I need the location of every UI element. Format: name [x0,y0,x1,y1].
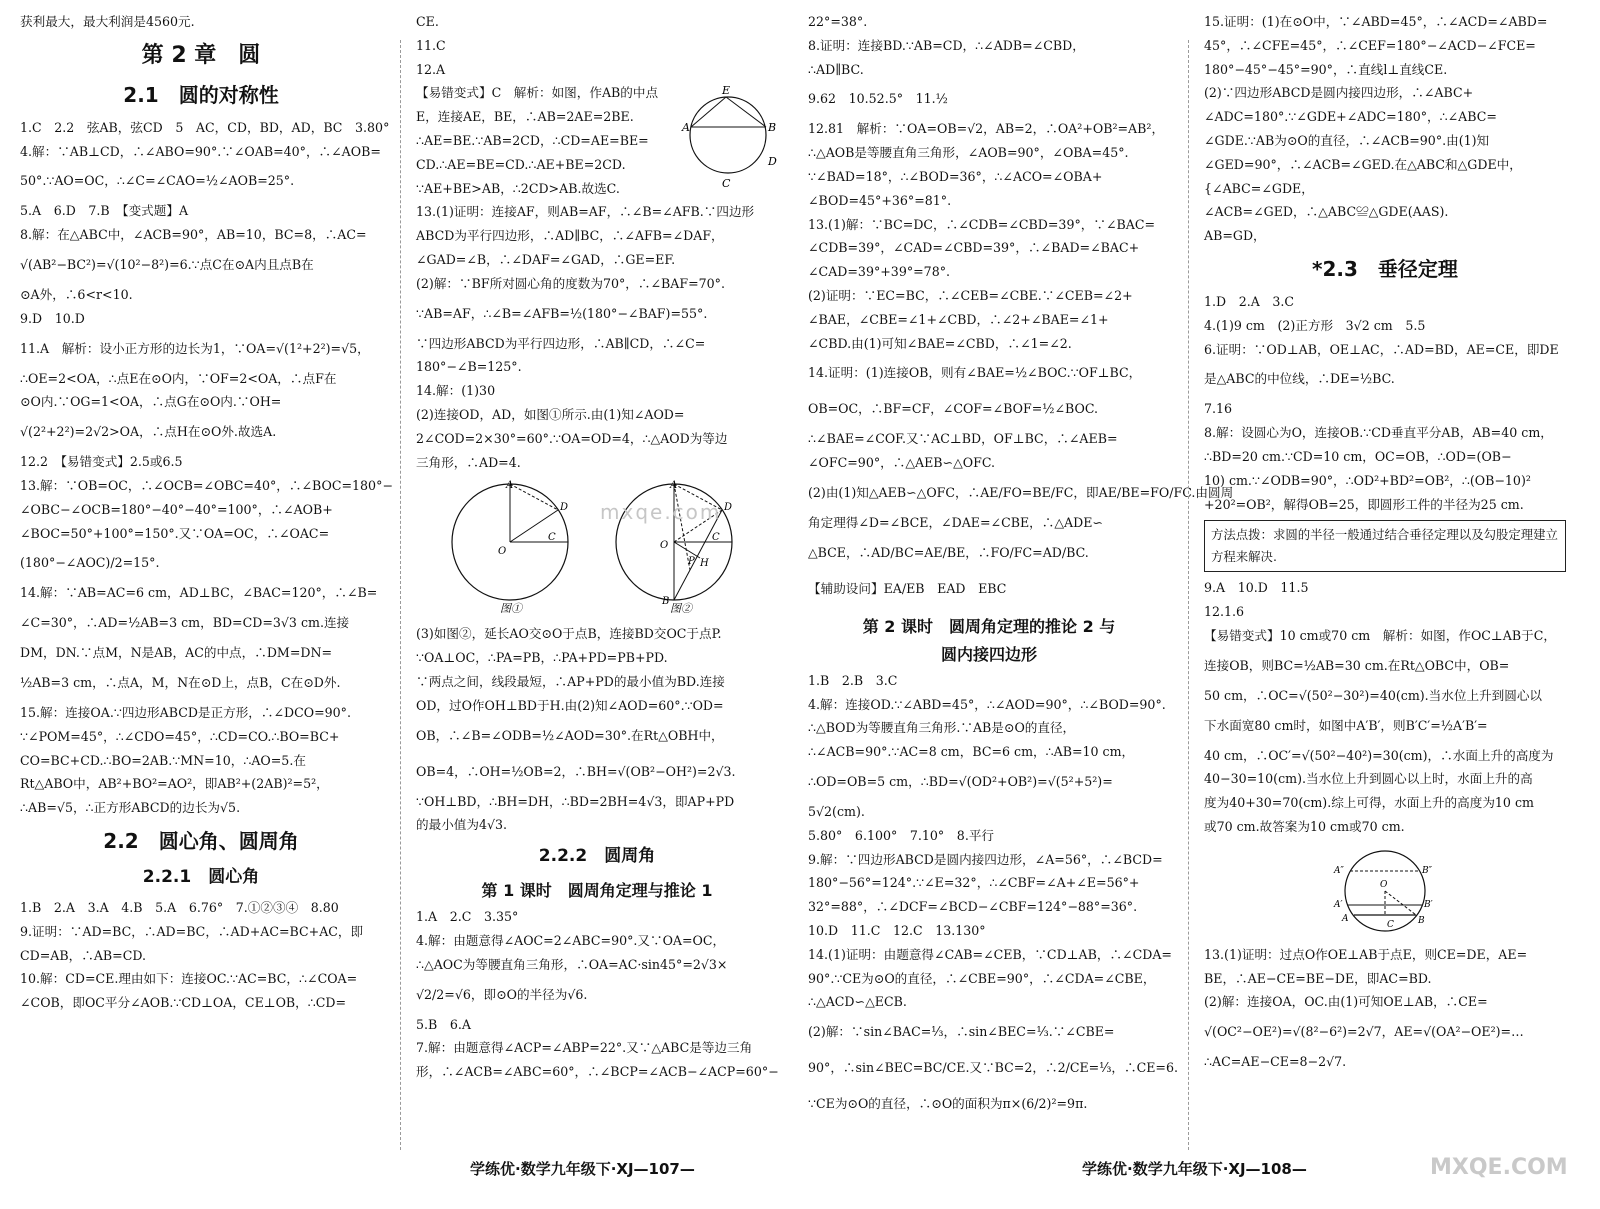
answer-line: 【易错变式】10 cm或70 cm 解析：如图，作OC⊥AB于C， [1204,627,1556,643]
answer-line: ∠GDE.∵AB为⊙O的直径，∴∠ACB=90°.由(1)知 [1204,132,1490,148]
answer-line: 40−30=10(cm).当水位上升到圆心以上时，水面上升的高 [1204,771,1533,787]
answer-line: 180°−∠B=125°. [416,359,522,375]
subsection-title-2-2-1: 2.2.1 圆心角 [142,866,260,887]
answer-line: ABCD为平行四边形，∴AD∥BC，∴∠AFB=∠DAF， [416,228,724,244]
answer-line: ∴OE=2<OA，∴点E在⊙O内，∵OF=2<OA，∴点F在 [20,370,337,386]
figures-row [416,478,778,618]
answer-line: 5.B 6.A [416,1016,471,1032]
answer-line: ∵AE+BE>AB，∴2CD>AB.故选C. [416,180,620,196]
answer-line: ∠CBD.由(1)可知∠BAE=∠CBD，∴∠1=∠2. [808,335,1072,351]
column-divider [1188,40,1189,1150]
method-tip-box [1204,520,1566,572]
answer-line: OB=OC，∴BF=CF，∠COF=∠BOF=½∠BOC. [808,401,1099,417]
answer-line: 14.(1)证明：由题意得∠CAB=∠CEB，∵CD⊥AB，∴∠CDA= [808,946,1172,962]
answer-line: ⊙A外，∴6<r<10. [20,286,133,302]
answer-line: ∠CAD=39°+39°=78°. [808,264,951,280]
answer-line: ∵四边形ABCD为平行四边形，∴AB∥CD，∴∠C= [416,335,706,351]
answer-line: 形，∴∠ACB=∠ABC=60°，∴∠BCP=∠ACB−∠ACP=60°− [416,1064,779,1080]
answer-line: ∴AE=BE.∵AB=2CD，∴CD=AE=BE= [416,132,649,148]
answer-line: √2/2=√6，即⊙O的半径为√6. [416,986,588,1002]
answer-line: 50 cm，∴OC=√(50²−30²)=40(cm).当水位上升到圆心以 [1204,687,1543,703]
answer-line: 13.解：∵OB=OC，∴∠OCB=∠OBC=40°，∴∠BOC=180°− [20,477,393,493]
answer-line: ⊙O内.∵OG=1<OA，∴点G在⊙O内.∵OH= [20,394,282,410]
answer-line: △BCE，∴AD/BC=AE/BE，∴FO/FC=AD/BC. [808,544,1089,560]
answer-line: ∴AC=AE−CE=8−2√7. [1204,1054,1347,1070]
answer-line: 7.16 [1204,401,1233,417]
label-d: D [560,502,569,514]
answer-line: 5√2(cm). [808,803,865,819]
section-title-2-1: 2.1 圆的对称性 [123,82,279,107]
answer-line: OB=4，∴OH=½OB=2，∴BH=√(OB²−OH²)=2√3. [416,763,736,779]
label-a: A [682,121,690,135]
answer-line: 90°，∴sin∠BEC=BC/CE.又∵BC=2，∴2/CE=⅓，∴CE=6. [808,1060,1178,1076]
lesson-1-title: 第 1 课时 圆周角定理与推论 1 [481,881,713,901]
answer-line: +20²=OB²，解得OB=25，即圆形工件的半径为25 cm. [1204,496,1524,512]
label-a-double-prime: A″ [1334,865,1344,876]
answer-line: ∠BOD=45°+36°=81°. [808,192,952,208]
answer-line: CD=AB，∴AB=CD. [20,947,147,963]
answer-line: (3)如图②，延长AO交⊙O于点B，连接BD交OC于点P. [416,626,722,642]
answer-line: 或70 cm.故答案为10 cm或70 cm. [1204,818,1405,834]
lesson-2-title-line-1: 第 2 课时 圆周角定理的推论 2 与 [862,616,1116,636]
answer-line: ∴OD=OB=5 cm，∴BD=√(OD²+OB²)=√(5²+5²)= [808,773,1113,789]
answer-line: 40 cm，∴OC′=√(50²−40²)=30(cm)，∴水面上升的高度为 [1204,747,1554,763]
label-o: O [1380,879,1388,890]
label-p: P [688,556,695,568]
answer-line: CE. [416,14,439,29]
answer-line: 50°.∵AO=OC，∴∠C=∠CAO=½∠AOB=25°. [20,173,295,189]
answer-line: 的最小值为4√3. [416,817,508,833]
answer-line: 1.A 2.C 3.35° [416,909,519,925]
answer-line: 11.A 解析：设小正方形的边长为1，∵OA=√(1²+2²)=√5， [20,340,370,356]
answer-line: (2)证明：∵EC=BC，∴∠CEB=∠CBE.∵∠CEB=∠2+ [808,287,1133,303]
answer-line: 12.A [416,61,446,77]
answer-line: (2)连接OD，AD，如图①所示.由(1)知∠AOD= [416,406,685,422]
answer-line: (2)解：∵sin∠BAC=⅓，∴sin∠BEC=⅓.∵∠CBE= [808,1024,1115,1040]
answer-line: 12.2 【易错变式】2.5或6.5 [20,454,183,470]
answer-line: ∠BOC=50°+100°=150°.又∵OA=OC，∴∠OAC= [20,525,330,541]
answer-line: 7.解：由题意得∠ACP=∠ABP=22°.又∵△ABC是等边三角 [416,1040,753,1056]
section-title-2-3: *2.3 垂径定理 [1312,256,1458,281]
answer-line: √(OC²−OE²)=√(8²−6²)=2√7，AE=√(OA²−OE²)=… [1204,1024,1524,1040]
label-e: E [722,84,731,98]
label-a: A [1342,913,1349,924]
answer-line: 10) cm.∵∠ODB=90°，∴OD²+BD²=OB²，∴(OB−10)² [1204,472,1531,488]
answer-line: 11.C [416,37,446,53]
answer-line: ∴∠BAE=∠COF.又∵AC⊥BD，OF⊥BC，∴∠AEB= [808,431,1118,447]
answer-line: (2)解：连接OA，OC.由(1)可知OE⊥AB，∴CE= [1204,994,1488,1010]
answer-line: ∠ACB=∠GED，∴△ABC≌△GDE(AAS). [1204,204,1449,220]
answer-line: 90°.∵CE为⊙O的直径，∴∠CBE=90°，∴∠CDA=∠CBE， [808,970,1156,986]
answer-line: 5.A 6.D 7.B 【变式题】A [20,203,189,219]
answer-line: (2)由(1)知△AEB∽△OFC，∴AE/FO=BE/FC，即AE/BE=FO/FC.由圆周 [808,484,1234,500]
answer-line: 12.81 解析：∵OA=OB=√2，AB=2，∴OA²+OB²=AB²， [808,121,1165,137]
answer-line: ∵∠POM=45°，∴∠CDO=45°，∴CD=CO.∴BO=BC+ [20,728,340,744]
answer-line: CD.∴AE=BE=CD.∴AE+BE=2CD. [416,156,626,172]
arc-figure [682,81,778,197]
answer-line: ∠GED=90°，∴∠ACB=∠GED.在△ABC和△GDE中， [1204,156,1522,172]
answer-line: E，连接AE，BE，∴AB=2AE=2BE. [416,109,634,125]
circle-arc-diagram [682,81,778,193]
answer-line: 9.D 10.D [20,310,85,326]
method-tip-text: 方法点拨：求圆的半径一般通过结合垂径定理以及勾股定理建立方程来解决. [1211,527,1558,565]
answer-line: 32°=88°，∴∠DCF=∠BCD−∠CBF=124°−88°=36°. [808,899,1138,915]
answer-line: DM，DN.∵点M，N是AB，AC的中点，∴DM=DN= [20,645,333,661]
answer-line: ∴△AOC为等腰直角三角形，∴OA=AC·sin45°=2√3× [416,956,728,972]
answer-line: BE，∴AE−CE=BE−DE，即AC=BD. [1204,970,1432,986]
label-d: D [768,155,777,169]
answer-line: (2)解：∵BF所对圆心角的度数为70°，∴∠BAF=70°. [416,275,725,291]
answer-line: 5.80° 6.100° 7.10° 8.平行 [808,827,995,843]
answer-line: 1.D 2.A 3.C [1204,293,1295,309]
column-divider [400,40,401,1150]
answer-line: ∴△AOB是等腰直角三角形，∠AOB=90°，∠OBA=45°. [808,145,1129,161]
answer-line: 45°，∴∠CFE=45°，∴∠CEF=180°−∠ACD−∠FCE= [1204,37,1536,53]
answer-line: ∴△BOD为等腰直角三角形.∵AB是⊙O的直径， [808,720,1076,736]
answer-line: 14.证明：(1)连接OB，则有∠BAE=½∠BOC.∵OF⊥BC， [808,365,1142,381]
answer-line: √(2²+2²)=2√2>OA，∴点H在⊙O外.故选A. [20,424,277,440]
answer-line: 180°−45°−45°=90°，∴直线l⊥直线CE. [1204,61,1448,77]
answer-line: 度为40+30=70(cm).综上可得，水面上升的高度为10 cm [1204,795,1534,811]
answer-line: ∵OH⊥BD，∴BH=DH，∴BD=2BH=4√3，即AP+PD [416,793,735,809]
answer-line: OB，∴∠B=∠ODB=½∠AOD=30°.在Rt△OBH中， [416,727,724,743]
answer-line: 1.B 2.A 3.A 4.B 5.A 6.76° 7.①②③④ 8.80 [20,899,339,915]
answer-line: 2∠COD=2×30°=60°.∵OA=OD=4，∴△AOD为等边 [416,430,728,446]
answer-line: 8.解：设圆心为O，连接OB.∵CD垂直平分AB，AB=40 cm， [1204,425,1553,441]
lesson-2-title-line-2: 圆内接四边形 [940,644,1037,664]
answer-line: 180°−56°=124°.∵∠E=32°，∴∠CBF=∠A+∠E=56°+ [808,875,1140,891]
answer-line: 9.62 10.52.5° 11.½ [808,91,948,107]
answer-line: 15.证明：(1)在⊙O中，∵∠ABD=45°，∴∠ACD=∠ABD= [1204,14,1548,29]
answer-line: 4.解：∵AB⊥CD，∴∠ABO=90°.∵∠OAB=40°，∴∠AOB= [20,143,381,159]
answer-line: 1.B 2.B 3.C [808,672,898,688]
label-b: B [768,121,777,135]
answer-line: 9.解：∵四边形ABCD是圆内接四边形，∠A=56°，∴∠BCD= [808,851,1163,867]
answer-line: 10.解：CD=CE.理由如下：连接OC.∵AC=BC，∴∠COA= [20,971,358,987]
figure-1-label: 图① [500,602,522,616]
answer-line: ½AB=3 cm，∴点A，M，N在⊙D上，点B，C在⊙D外. [20,674,341,690]
answer-line: 4.(1)9 cm (2)正方形 3√2 cm 5.5 [1204,317,1426,333]
answer-line: 12.1.6 [1204,604,1245,620]
answer-line: CO=BC+CD.∴BO=2AB.∵MN=10，∴AO=5.在 [20,752,306,768]
label-b: B [662,596,670,608]
answer-line: 13.(1)证明：过点O作OE⊥AB于点E，则CE=DE，AE= [1204,946,1528,962]
answer-line: 10.D 11.C 12.C 13.130° [808,922,986,938]
label-a: A [506,480,514,492]
page-footer-left: 学练优·数学九年级下·XJ—107— [470,1160,695,1178]
answer-line: 6.证明：∵OD⊥AB，OE⊥AC，∴AD=BD，AE=CE，即DE [1204,341,1559,357]
corner-watermark-logo: MXQE.COM [1430,1155,1568,1180]
subsection-title-2-2-2: 2.2.2 圆周角 [538,846,656,867]
label-d: D [724,502,733,514]
column-1 [12,0,393,1150]
answer-line: (180°−∠AOC)/2=15°. [20,555,160,571]
answer-line: 8.证明：连接BD.∵AB=CD，∴∠ADB=∠CBD， [808,37,1085,53]
answer-line: 是△ABC的中位线，∴DE=½BC. [1204,371,1395,387]
answer-line: ∴∠ACB=90°.∵AC=8 cm，BC=6 cm，∴AB=10 cm， [808,744,1135,760]
answer-line: 三角形，∴AD=4. [416,454,521,470]
answer-line: ∵∠BAD=18°，∴∠BOD=36°，∴∠ACO=∠OBA+ [808,168,1103,184]
answer-line: 15.解：连接OA.∵四边形ABCD是正方形，∴∠DCO=90°. [20,704,351,720]
answer-line: ∵OA⊥OC，∴PA=PB，∴PA+PD=PB+PD. [416,650,668,666]
chapter-title: 第 2 章 圆 [141,42,261,68]
answer-line: ∠COB，即OC平分∠AOB.∵CD⊥OA，CE⊥OB，∴CD= [20,995,347,1011]
answer-line: ∠CDB=39°，∠CAD=∠CBD=39°，∴∠BAD=∠BAC+ [808,240,1140,256]
answer-line: AB=GD， [1204,228,1266,244]
column-2 [408,0,786,1150]
answer-line: √(AB²−BC²)=√(10²−8²)=6.∵点C在⊙A内且点B在 [20,256,314,272]
answer-line: 13.(1)证明：连接AF，则AB=AF，∴∠B=∠AFB.∵四边形 [416,204,755,220]
answer-line: {∠ABC=∠GDE， [1204,180,1314,196]
label-c: C [722,177,731,191]
answer-line: ∵两点之间，线段最短，∴AP+PD的最小值为BD.连接 [416,673,725,689]
answer-line: OD，过O作OH⊥BD于H.由(2)知∠AOD=60°.∵OD= [416,697,724,713]
answer-line: 13.(1)解：∵BC=DC，∴∠CDB=∠CBD=39°，∵∠BAC= [808,216,1156,232]
answer-line: 1.C 2.2 弦AB，弦CD 5 AC，CD，BD，AD，BC 3.80° [20,119,390,135]
label-a-prime: A′ [1334,899,1343,910]
answer-line: 9.证明：∵AD=BC，∴AD=BC，∴AD+AC=BC+AC，即 [20,923,364,939]
label-b-double-prime: B″ [1422,865,1432,876]
circle-water-diagram [1330,843,1440,939]
answer-line: ∴△ACD∽△ECB. [808,994,907,1010]
section-title-2-2: 2.2 圆心角、圆周角 [103,828,299,853]
answer-line: Rt△ABO中，AB²+BO²=AO²，即AB²+(2AB)²=5²， [20,776,329,792]
label-b: B [1418,915,1425,926]
label-o: O [660,540,669,552]
answer-line: 8.解：在△ABC中，∠ACB=90°，AB=10，BC=8，∴AC= [20,227,367,243]
label-o: O [498,546,507,558]
water-level-figure [1204,843,1566,939]
figure-1-circle [440,478,590,618]
answer-line: 获利最大，最大利润是4560元. [20,14,195,29]
answer-line: ∠OFC=90°，∴△AEB∽△OFC. [808,455,996,471]
figure-2-label: 图② [670,602,692,616]
answer-line: ∠BAE，∠CBE=∠1+∠CBD，∴∠2+∠BAE=∠1+ [808,311,1109,327]
label-b-prime: B′ [1424,899,1433,910]
answer-line: (2)∵四边形ABCD是圆内接四边形，∴∠ABC+ [1204,85,1474,101]
answer-line: ∠ADC=180°.∵∠GDE+∠ADC=180°，∴∠ABC= [1204,109,1497,125]
page-footer-right: 学练优·数学九年级下·XJ—108— [1082,1160,1307,1178]
answer-line: 4.解：连接OD.∵∠ABD=45°，∴∠AOD=90°，∴∠BOD=90°. [808,696,1166,712]
answer-line: 连接OB，则BC=½AB=30 cm.在Rt△OBC中，OB= [1204,657,1510,673]
label-c: C [712,532,720,544]
label-a: A [670,480,678,492]
answer-line: ∵CE为⊙O的直径，∴⊙O的面积为π×(6/2)²=9π. [808,1096,1088,1112]
answer-line: ∴AB=√5，∴正方形ABCD的边长为√5. [20,800,241,816]
answer-line: ∴AD∥BC. [808,61,864,77]
label-c: C [548,532,556,544]
label-h: H [700,558,709,570]
answer-line: 14.解：(1)30 [416,383,496,399]
answer-line: ∠OBC−∠OCB=180°−40°−40°=100°，∴∠AOB+ [20,501,333,517]
label-c: C [1387,919,1394,930]
answer-line: 22°=38°. [808,14,868,29]
column-4 [1196,0,1574,1150]
answer-line: 角定理得∠D=∠BCE，∠DAE=∠CBE，∴△ADE∽ [808,514,1103,530]
answer-line: 下水面宽80 cm时，如图中A′B′，则B′C′=½A′B′= [1204,717,1488,733]
answer-line: 【辅助设问】EA/EB EAD EBC [808,580,1007,596]
answer-line: 【易错变式】C 解析：如图，作AB的中点 [416,85,659,101]
answer-line: ∠C=30°，∴AD=½AB=3 cm，BD=CD=3√3 cm.连接 [20,615,350,631]
answer-line: ∴BD=20 cm.∵CD=10 cm，OC=OB，∴OD=(OB− [1204,448,1512,464]
answer-line: 9.A 10.D 11.5 [1204,580,1309,596]
answer-line: ∵AB=AF，∴∠B=∠AFB=½(180°−∠BAF)=55°. [416,305,708,321]
answer-line: 4.解：由题意得∠AOC=2∠ABC=90°.又∵OA=OC， [416,932,726,948]
watermark: mxqe.com [600,500,722,524]
answer-line: ∠GAD=∠B，∴∠DAF=∠GAD，∴GE=EF. [416,251,676,267]
error-variant-block [416,81,778,200]
answer-line: 14.解：∵AB=AC=6 cm，AD⊥BC，∠BAC=120°，∴∠B= [20,585,378,601]
